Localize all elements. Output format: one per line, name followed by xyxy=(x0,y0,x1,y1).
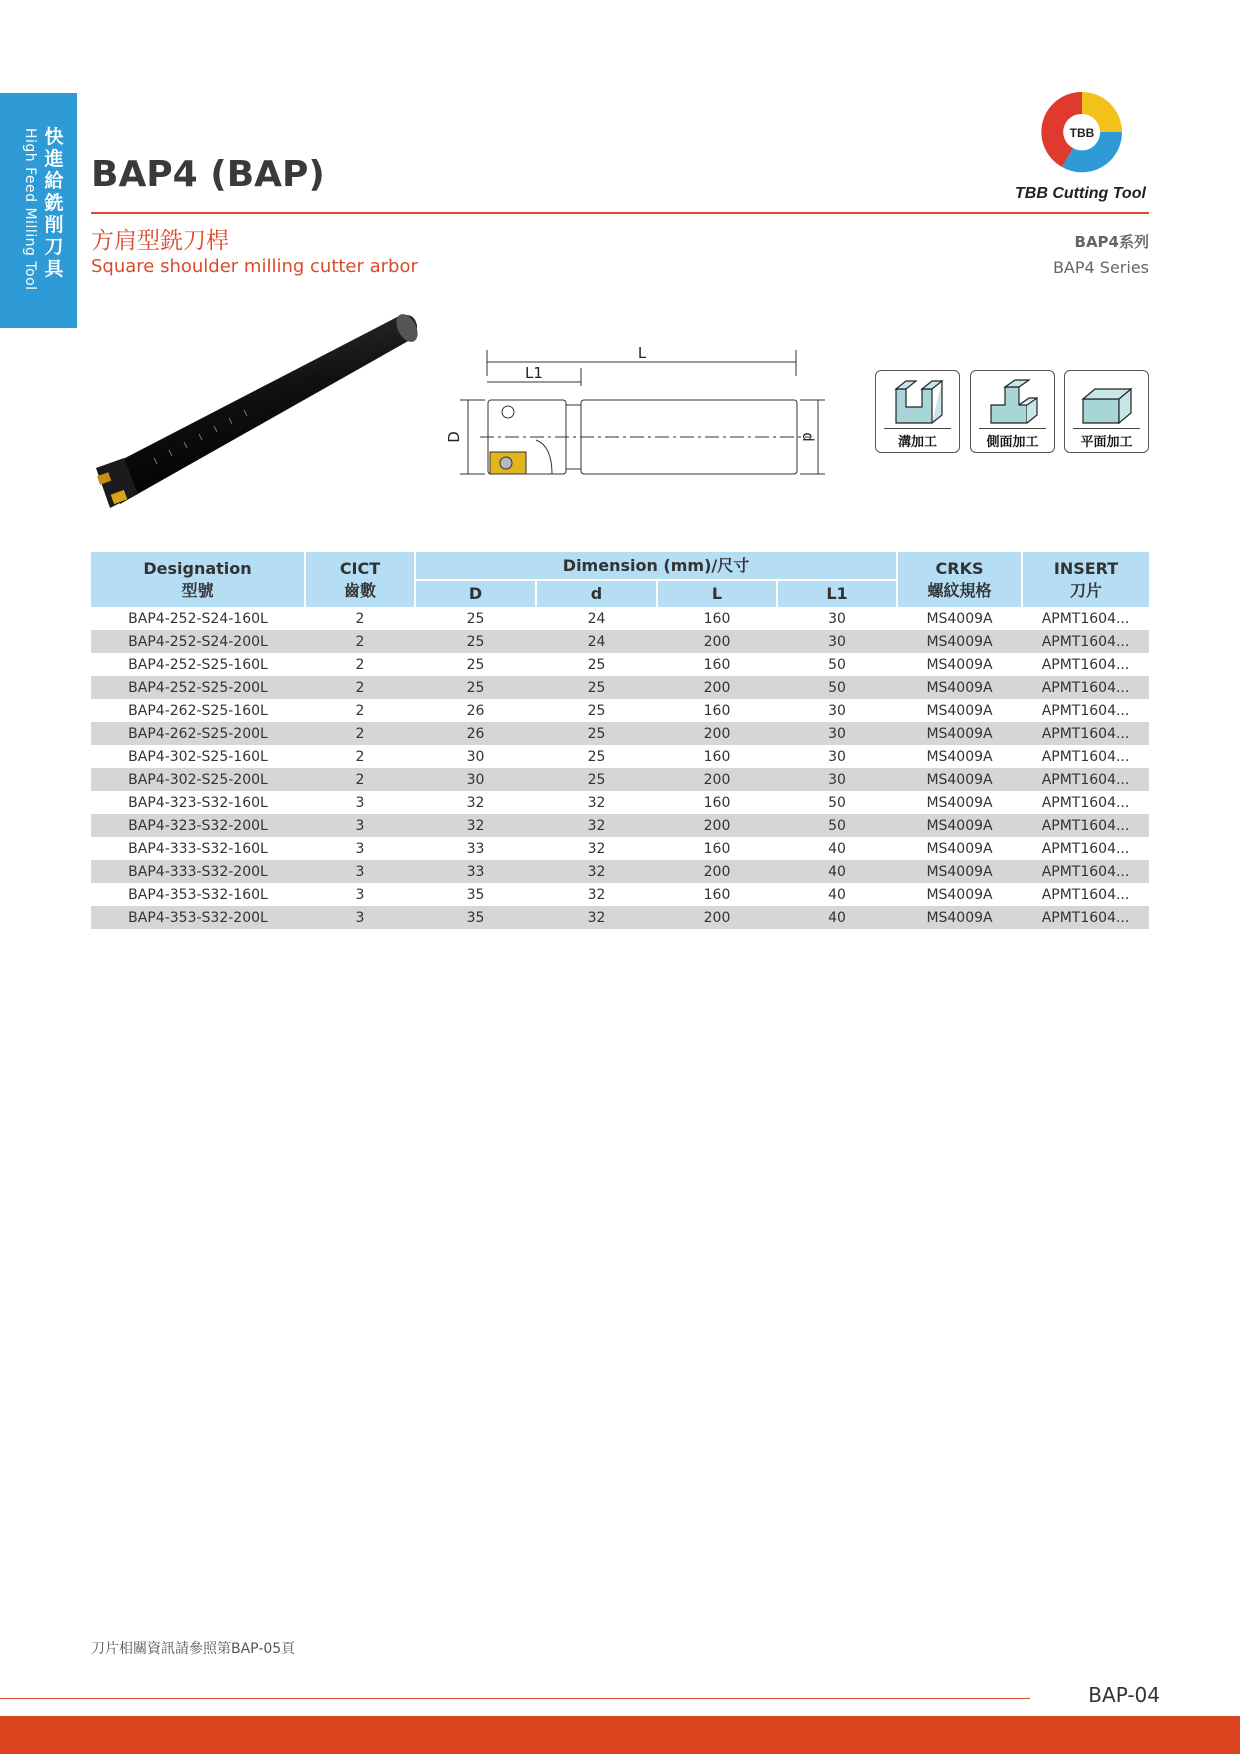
cell-designation: BAP4-252-S25-160L xyxy=(128,656,268,673)
cell-designation: BAP4-262-S25-200L xyxy=(91,722,305,745)
cell-D: 32 xyxy=(415,814,536,837)
cell-L: 200 xyxy=(657,860,777,883)
cell-crks: MS4009A xyxy=(926,656,993,673)
cell-designation: BAP4-323-S32-200L xyxy=(91,814,305,837)
cell-cict: 3 xyxy=(305,814,415,837)
cell-d: 25 xyxy=(536,676,657,699)
cell-insert: APMT1604... xyxy=(1041,840,1130,857)
cell-crks: MS4009A xyxy=(897,768,1022,791)
cell-insert: APMT1604... xyxy=(1041,702,1130,719)
cell-D: 25 xyxy=(466,610,485,627)
cell-cict: 3 xyxy=(305,906,415,929)
application-face-label: 平面加工 xyxy=(1065,431,1148,450)
cell-insert: APMT1604... xyxy=(1022,768,1149,791)
brand-name: TBB Cutting Tool xyxy=(1015,185,1146,202)
cell-L: 160 xyxy=(703,656,731,673)
cell-crks: MS4009A xyxy=(926,702,993,719)
cell-d: 25 xyxy=(587,656,606,673)
cell-crks: MS4009A xyxy=(897,860,1022,883)
footer-bar xyxy=(0,1716,1240,1754)
application-face xyxy=(1064,370,1149,453)
tbb-logo-icon xyxy=(1038,88,1126,176)
face-machining-icon xyxy=(1077,377,1137,427)
cell-L1: 30 xyxy=(828,610,846,627)
cell-d: 32 xyxy=(587,794,606,811)
dim-label-D: D xyxy=(445,431,463,443)
cell-designation: BAP4-252-S24-200L xyxy=(91,630,305,653)
cell-designation: BAP4-302-S25-160L xyxy=(128,748,268,765)
cell-d: 32 xyxy=(536,814,657,837)
cell-designation: BAP4-302-S25-200L xyxy=(91,768,305,791)
cell-crks: MS4009A xyxy=(897,722,1022,745)
cell-L1: 50 xyxy=(777,814,897,837)
cell-insert: APMT1604... xyxy=(1041,748,1130,765)
cell-D: 25 xyxy=(466,656,485,673)
table-row xyxy=(91,699,1149,722)
cell-insert: APMT1604... xyxy=(1022,860,1149,883)
page-number: BAP-04 xyxy=(1088,1683,1160,1707)
table-row xyxy=(91,745,1149,768)
header-crks: CRKS 螺紋規格 xyxy=(897,552,1022,607)
table-row xyxy=(91,860,1149,883)
cell-designation: BAP4-353-S32-200L xyxy=(91,906,305,929)
cell-insert: APMT1604... xyxy=(1041,610,1130,627)
cell-insert: APMT1604... xyxy=(1022,906,1149,929)
cell-L: 200 xyxy=(657,676,777,699)
cell-L: 200 xyxy=(657,722,777,745)
table-row xyxy=(91,676,1149,699)
cell-L1: 30 xyxy=(777,630,897,653)
cell-cict: 2 xyxy=(305,676,415,699)
cell-d: 25 xyxy=(536,768,657,791)
cell-D: 25 xyxy=(415,630,536,653)
cell-L: 200 xyxy=(657,906,777,929)
cell-L: 200 xyxy=(657,768,777,791)
cell-crks: MS4009A xyxy=(897,814,1022,837)
cell-crks: MS4009A xyxy=(926,794,993,811)
cell-d: 32 xyxy=(536,860,657,883)
table-row xyxy=(91,791,1149,814)
dim-label-L1: L1 xyxy=(525,364,543,382)
cell-cict: 3 xyxy=(355,794,365,811)
side-machining-icon xyxy=(983,377,1043,427)
cell-D: 32 xyxy=(466,794,485,811)
cell-L1: 40 xyxy=(777,860,897,883)
cell-insert: APMT1604... xyxy=(1022,722,1149,745)
cell-insert: APMT1604... xyxy=(1022,676,1149,699)
cell-designation: BAP4-353-S32-160L xyxy=(128,886,268,903)
cell-L1: 50 xyxy=(828,656,846,673)
cell-designation: BAP4-323-S32-160L xyxy=(128,794,268,811)
cell-cict: 2 xyxy=(355,656,365,673)
logo-text: TBB xyxy=(1069,126,1095,140)
dim-label-L: L xyxy=(637,344,647,362)
header-insert: INSERT 刀片 xyxy=(1022,552,1149,607)
table-row xyxy=(91,883,1149,906)
footer-divider xyxy=(0,1698,1030,1699)
header-D: D xyxy=(415,580,536,607)
cell-D: 33 xyxy=(415,860,536,883)
cell-L1: 30 xyxy=(777,768,897,791)
table-row xyxy=(91,630,1149,653)
cell-D: 35 xyxy=(415,906,536,929)
cell-d: 24 xyxy=(587,610,606,627)
table-row xyxy=(91,837,1149,860)
cell-insert: APMT1604... xyxy=(1041,656,1130,673)
cell-L: 160 xyxy=(703,702,731,719)
cell-d: 25 xyxy=(587,748,606,765)
cell-D: 35 xyxy=(466,886,485,903)
cell-designation: BAP4-262-S25-160L xyxy=(128,702,268,719)
cell-D: 33 xyxy=(466,840,485,857)
cell-d: 24 xyxy=(536,630,657,653)
series-en: BAP4 Series xyxy=(1052,258,1149,277)
header-cict: CICT 齒數 xyxy=(305,552,415,607)
cell-L1: 30 xyxy=(828,748,846,765)
table-row xyxy=(91,814,1149,837)
cell-cict: 2 xyxy=(355,748,365,765)
cell-designation: BAP4-252-S24-160L xyxy=(128,610,268,627)
cell-L1: 40 xyxy=(828,886,846,903)
cell-cict: 2 xyxy=(305,722,415,745)
cell-L1: 50 xyxy=(828,794,846,811)
cell-cict: 3 xyxy=(305,860,415,883)
cell-L: 160 xyxy=(703,610,731,627)
header-L1: L1 xyxy=(777,580,897,607)
subtitle-en: Square shoulder milling cutter arbor xyxy=(91,256,418,277)
header-designation: Designation 型號 xyxy=(91,552,305,607)
cell-crks: MS4009A xyxy=(926,748,993,765)
cell-cict: 2 xyxy=(355,702,365,719)
cell-L: 160 xyxy=(703,748,731,765)
cell-d: 32 xyxy=(536,906,657,929)
header-d: d xyxy=(536,580,657,607)
table-row xyxy=(91,607,1149,630)
cell-cict: 2 xyxy=(305,630,415,653)
subtitle-zh: 方肩型銑刀桿 xyxy=(91,228,229,254)
cell-d: 25 xyxy=(587,702,606,719)
application-slot-label: 溝加工 xyxy=(876,431,959,450)
cell-cict: 2 xyxy=(355,610,365,627)
insert-reference-note: 刀片相關資訊請參照第BAP-05頁 xyxy=(91,1641,296,1657)
cell-D: 25 xyxy=(415,676,536,699)
cell-L: 200 xyxy=(657,814,777,837)
cell-L: 160 xyxy=(703,840,731,857)
cell-d: 25 xyxy=(536,722,657,745)
cell-insert: APMT1604... xyxy=(1041,886,1130,903)
application-side xyxy=(970,370,1055,453)
cell-L1: 30 xyxy=(777,722,897,745)
cell-crks: MS4009A xyxy=(926,886,993,903)
section-tab-title-zh: 快 進 給 銑 削 刀 具 xyxy=(44,126,64,280)
cell-D: 30 xyxy=(415,768,536,791)
cell-designation: BAP4-252-S25-200L xyxy=(91,676,305,699)
cell-cict: 2 xyxy=(305,768,415,791)
table-row xyxy=(91,768,1149,791)
slot-machining-icon xyxy=(888,377,948,427)
section-tab-title-en: High Feed Milling Tool xyxy=(22,128,38,291)
cell-L: 160 xyxy=(703,794,731,811)
cell-cict: 3 xyxy=(355,886,365,903)
header-divider xyxy=(91,212,1149,214)
table-row xyxy=(91,722,1149,745)
cell-cict: 3 xyxy=(355,840,365,857)
cell-crks: MS4009A xyxy=(897,906,1022,929)
cutter-arbor-illustration xyxy=(94,308,424,518)
cell-L1: 50 xyxy=(777,676,897,699)
cell-crks: MS4009A xyxy=(897,676,1022,699)
table-body xyxy=(91,607,1149,929)
cell-L1: 40 xyxy=(777,906,897,929)
specification-table xyxy=(91,552,1149,929)
table-row xyxy=(91,906,1149,929)
cell-L: 160 xyxy=(703,886,731,903)
page-title: BAP4 (BAP) xyxy=(91,154,325,195)
cell-designation: BAP4-333-S32-160L xyxy=(128,840,268,857)
application-side-label: 側面加工 xyxy=(971,431,1054,450)
cell-d: 32 xyxy=(587,886,606,903)
cell-D: 26 xyxy=(415,722,536,745)
application-slot xyxy=(875,370,960,453)
cell-crks: MS4009A xyxy=(926,610,993,627)
cell-insert: APMT1604... xyxy=(1041,794,1130,811)
dim-label-d: d xyxy=(799,432,817,442)
header-dimension: Dimension (mm)/尺寸 xyxy=(415,552,897,580)
cell-crks: MS4009A xyxy=(926,840,993,857)
cell-L1: 40 xyxy=(828,840,846,857)
cell-L1: 30 xyxy=(828,702,846,719)
dimension-drawing xyxy=(440,340,830,480)
cell-L: 200 xyxy=(657,630,777,653)
table-row xyxy=(91,653,1149,676)
cell-insert: APMT1604... xyxy=(1022,630,1149,653)
series-zh: BAP4系列 xyxy=(1074,233,1149,251)
cell-d: 32 xyxy=(587,840,606,857)
cell-D: 30 xyxy=(466,748,485,765)
cell-insert: APMT1604... xyxy=(1022,814,1149,837)
cell-crks: MS4009A xyxy=(897,630,1022,653)
cell-D: 26 xyxy=(466,702,485,719)
header-L: L xyxy=(657,580,777,607)
cell-designation: BAP4-333-S32-200L xyxy=(91,860,305,883)
